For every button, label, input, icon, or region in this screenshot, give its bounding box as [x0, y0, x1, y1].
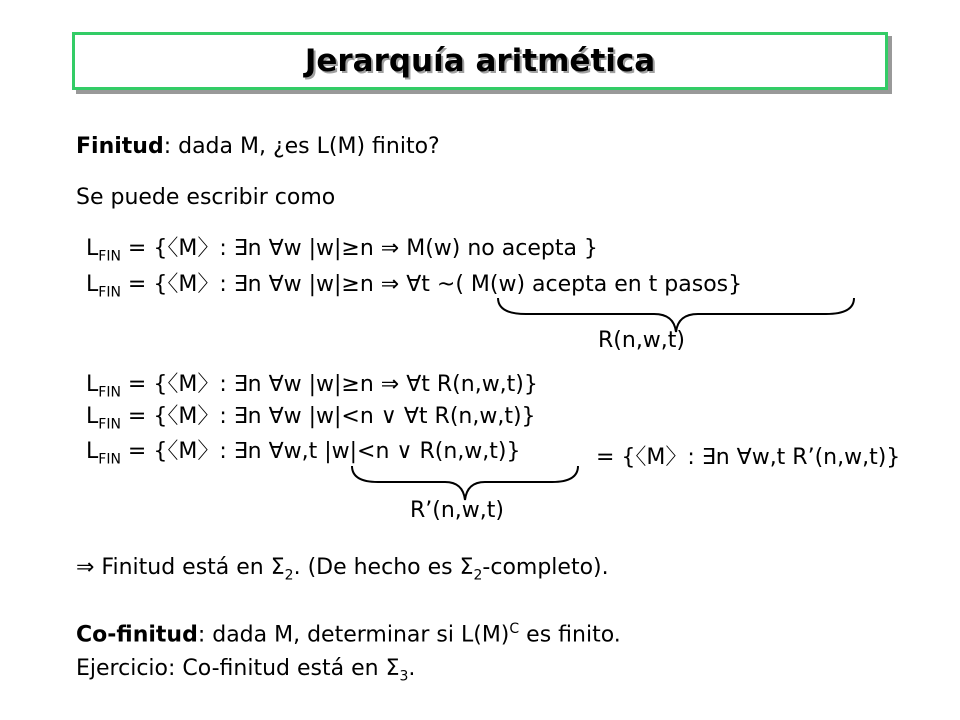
- formula-5: [86, 441, 521, 466]
- escribir-text: Se puede escribir como: [76, 185, 336, 210]
- finitud-question-text: : dada M, ¿es L(M) finito?: [163, 134, 440, 159]
- complement-superscript: C: [509, 621, 520, 637]
- ejercicio-text: Ejercicio: Co-finitud está en Σ: [76, 656, 400, 681]
- lfin-symbol: L: [86, 404, 99, 429]
- ejercicio-line: [76, 658, 415, 683]
- lfin-symbol: L: [86, 272, 99, 297]
- brace-r-label: R(n,w,t): [598, 328, 686, 353]
- formula-2-text: = {〈M〉: ∃n ∀w |w|≥n ⇒ ∀t ~( M(w) acepta en t pasos}: [120, 272, 743, 297]
- cofinitud-end: es finito.: [519, 622, 621, 648]
- conclusion: [76, 557, 609, 582]
- formula-5-equivalence: = {〈M〉: ∃n ∀w,t R’(n,w,t)}: [596, 445, 901, 470]
- ejercicio-end: .: [408, 656, 416, 681]
- formula-1: [86, 238, 598, 263]
- formula-3: [86, 374, 538, 399]
- conclusion-a: ⇒ Finitud está en Σ: [76, 555, 285, 580]
- title-box: [72, 32, 888, 90]
- sigma-subscript: 2: [473, 567, 483, 584]
- lfin-subscript: FIN: [98, 384, 121, 401]
- lfin-subscript: FIN: [98, 248, 121, 265]
- sigma-subscript: 3: [399, 668, 409, 685]
- sigma-subscript: 2: [284, 567, 294, 584]
- slide-title: Jerarquía aritmética: [304, 43, 656, 79]
- conclusion-b: . (De hecho es Σ: [293, 555, 474, 580]
- finitud-term: Finitud: [76, 134, 164, 159]
- conclusion-c: -completo).: [482, 555, 609, 580]
- lfin-symbol: L: [86, 236, 99, 261]
- formula-5-text: = {〈M〉: ∃n ∀w,t |w|<n ∨ R(n,w,t)}: [120, 439, 521, 464]
- lfin-symbol: L: [86, 439, 99, 464]
- formula-4: [86, 406, 536, 431]
- cofinitud-term: Co-finitud: [76, 622, 198, 648]
- brace-r-prime-label: R’(n,w,t): [410, 498, 504, 523]
- lfin-symbol: L: [86, 372, 99, 397]
- lfin-subscript: FIN: [98, 284, 121, 301]
- lfin-subscript: FIN: [98, 451, 121, 468]
- lfin-subscript: FIN: [98, 416, 121, 433]
- formula-4-text: = {〈M〉: ∃n ∀w |w|<n ∨ ∀t R(n,w,t)}: [120, 404, 536, 429]
- formula-3-text: = {〈M〉: ∃n ∀w |w|≥n ⇒ ∀t R(n,w,t)}: [120, 372, 538, 397]
- finitud-question: [76, 136, 440, 158]
- cofinitud-rest: : dada M, determinar si L(M): [197, 622, 510, 648]
- cofinitud-line: [76, 622, 621, 646]
- formula-1-text: = {〈M〉: ∃n ∀w |w|≥n ⇒ M(w) no acepta }: [120, 236, 598, 261]
